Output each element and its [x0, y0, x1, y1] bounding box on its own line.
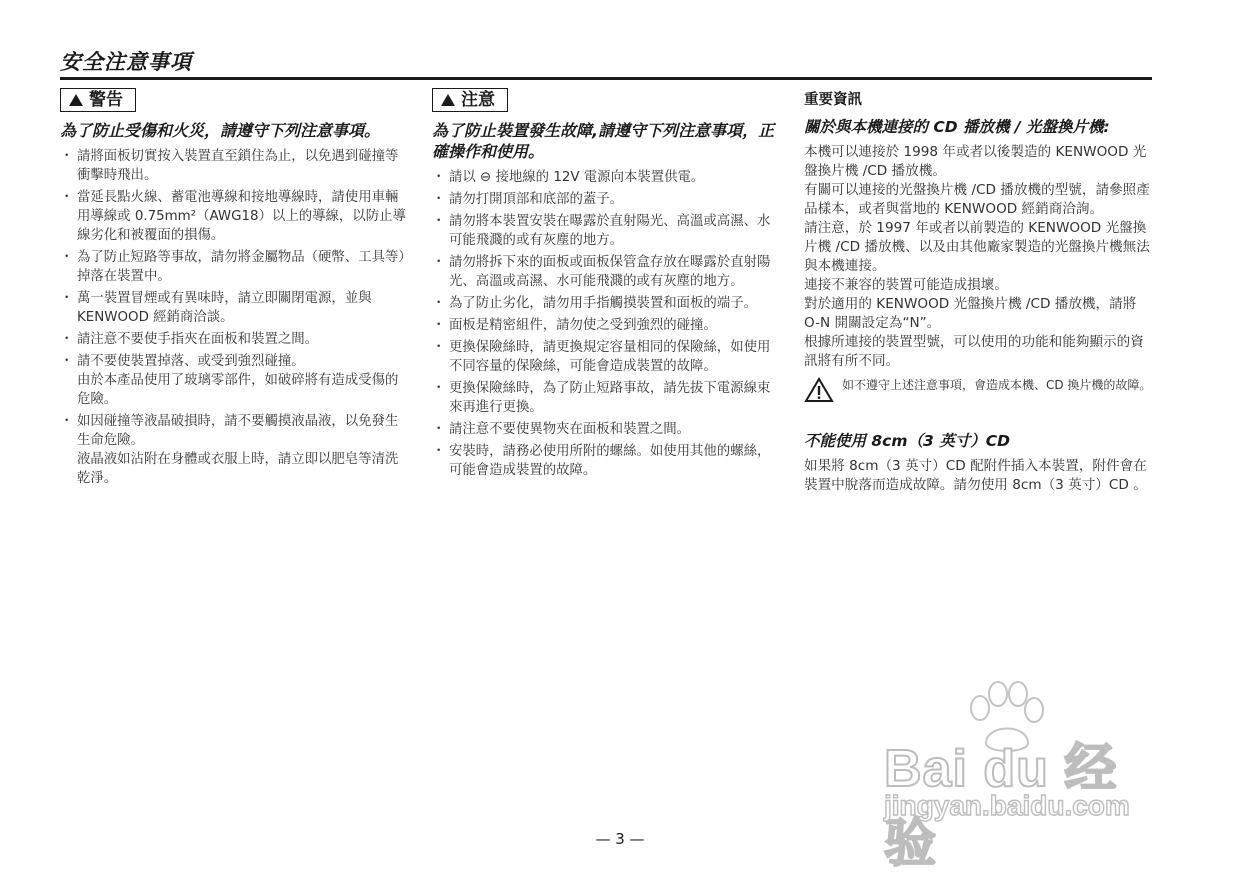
list-item: [432, 253, 782, 291]
page-number: — 3 —: [595, 830, 645, 848]
list-item-text: 請以 ⊖ 接地線的 12V 電源向本裝置供電。: [449, 170, 705, 185]
warning-badge: [60, 88, 136, 112]
warning-list: [60, 147, 410, 488]
list-item: [432, 338, 782, 376]
caution-heading: 為了防止裝置發生故障,請遵守下列注意事項，正確操作和使用。: [432, 121, 775, 161]
list-item-text: 萬一裝置冒煙或有異味時，請立即關閉電源，並與 KENWOOD 經銷商洽談。: [77, 291, 372, 325]
list-item-text: 請勿打開頂部和底部的蓋子。: [449, 192, 624, 207]
warning-triangle-icon: [69, 94, 83, 106]
list-item-text: 為了防止短路等事故，請勿將金屬物品（硬幣、工具等）掉落在裝置中。: [77, 250, 406, 284]
warning-column: [60, 88, 410, 491]
list-item-text: 請不要使裝置掉落、或受到強烈碰撞。: [77, 354, 305, 369]
info-paragraph: 對於適用的 KENWOOD 光盤換片機 /CD 播放機，請將 O-N 開關設定為“N”。: [804, 296, 1137, 331]
caution-triangle-icon: [804, 377, 834, 403]
list-item: [60, 147, 410, 185]
list-item-text: 面板是精密組件，請勿使之受到強烈的碰撞。: [449, 318, 717, 333]
watermark-logo: Bai du 经验: [884, 740, 1118, 873]
list-item-text: 安裝時，請務必使用所附的螺絲。如使用其他的螺絲，可能會造成裝置的故障。: [449, 444, 771, 478]
caution-list: [432, 168, 782, 480]
info-note: [804, 377, 1152, 403]
list-item: [60, 352, 410, 409]
list-item: [432, 294, 782, 313]
caution-badge-label: 注意: [461, 90, 495, 110]
list-item-text: 請注意不要使異物夾在面板和裝置之間。: [449, 422, 691, 437]
list-item: [60, 289, 410, 327]
list-item: [432, 442, 782, 480]
title-rule: [60, 77, 1152, 80]
caution-badge: [432, 88, 508, 112]
cd8-paragraph: 如果將 8cm（3 英寸）CD 配附件插入本裝置，附件會在裝置中脫落而造成故障。請勿使用 8cm（3 英寸）CD 。: [804, 458, 1147, 493]
list-item-text: 請注意不要使手指夾在面板和裝置之間。: [77, 332, 319, 347]
info-note-text: 如不遵守上述注意事項，會造成本機、CD 換片機的故障。: [842, 378, 1152, 392]
caution-column: [432, 88, 782, 483]
page-title: 安全注意事項: [60, 50, 192, 74]
warning-heading: 為了防止受傷和火災，請遵守下列注意事項。: [60, 121, 381, 140]
info-paragraph: 有關可以連接的光盤換片機 /CD 播放機的型號，請參照產品樣本，或者與當地的 KENWOOD 經銷商洽詢。: [804, 182, 1150, 217]
info-column: [804, 88, 1152, 495]
list-item: [432, 379, 782, 417]
list-item-text: 如因碰撞等液晶破損時，請不要觸摸液晶液，以免發生生命危險。: [77, 414, 399, 448]
list-item: [60, 248, 410, 286]
list-item-text: 當延長點火線、蓄電池導線和接地導線時，請使用車輛用導線或 0.75mm²（AWG18）以上的導線，以防止導線劣化和被覆面的損傷。: [77, 190, 406, 243]
info-paragraph: 根據所連接的裝置型號，可以使用的功能和能夠顯示的資訊將有所不同。: [804, 334, 1144, 369]
list-item-text: 請將面板切實按入裝置直至鎖住為止，以免遇到碰撞等衝擊時飛出。: [77, 149, 399, 183]
list-item: [432, 420, 782, 439]
list-item: [432, 168, 782, 187]
list-item-subtext: 由於本產品使用了玻璃零部件，如破碎將有造成受傷的危險。: [77, 373, 399, 407]
info-paragraph: 連接不兼容的裝置可能造成損壞。: [804, 277, 1008, 293]
info-section-title: 重要資訊: [804, 92, 862, 108]
list-item: [432, 212, 782, 250]
list-item-text: 更換保險絲時，為了防止短路事故，請先拔下電源線束來再進行更換。: [449, 381, 771, 415]
list-item: [60, 330, 410, 349]
list-item: [432, 316, 782, 335]
list-item-text: 請勿將拆下來的面板或面板保管盒存放在曝露於直射陽光、高溫或高濕、水可能飛濺的或有灰塵的地方。: [449, 255, 771, 289]
list-item-text: 請勿將本裝置安裝在曝露於直射陽光、高溫或高濕、水可能飛濺的或有灰塵的地方。: [449, 214, 771, 248]
info-paragraph: 本機可以連接於 1998 年或者以後製造的 KENWOOD 光盤換片機 /CD 播放機。: [804, 144, 1147, 179]
list-item-text: 更換保險絲時，請更換規定容量相同的保險絲，如使用不同容量的保險絲，可能會造成裝置的故障。: [449, 340, 771, 374]
warning-badge-label: 警告: [89, 90, 123, 110]
caution-triangle-icon: [441, 94, 455, 106]
list-item: [432, 190, 782, 209]
cd8-section: [804, 429, 1152, 495]
list-item: [60, 188, 410, 245]
watermark-url: jingyan.baidu.com: [884, 790, 1130, 821]
cd8-heading: 不能使用 8cm（3 英寸）CD: [804, 432, 1010, 450]
list-item: [60, 412, 410, 488]
info-paragraph: 請注意，於 1997 年或者以前製造的 KENWOOD 光盤換片機 /CD 播放機、以及由其他廠家製造的光盤換片機無法與本機連接。: [804, 220, 1150, 274]
list-item-text: 為了防止劣化，請勿用手指觸摸裝置和面板的端子。: [449, 296, 757, 311]
baidu-watermark: [880, 680, 1170, 873]
info-heading: 關於與本機連接的 CD 播放機 / 光盤換片機:: [804, 118, 1110, 136]
list-item-subtext: 液晶液如沾附在身體或衣服上時，請立即以肥皂等清洗乾淨。: [77, 452, 399, 486]
